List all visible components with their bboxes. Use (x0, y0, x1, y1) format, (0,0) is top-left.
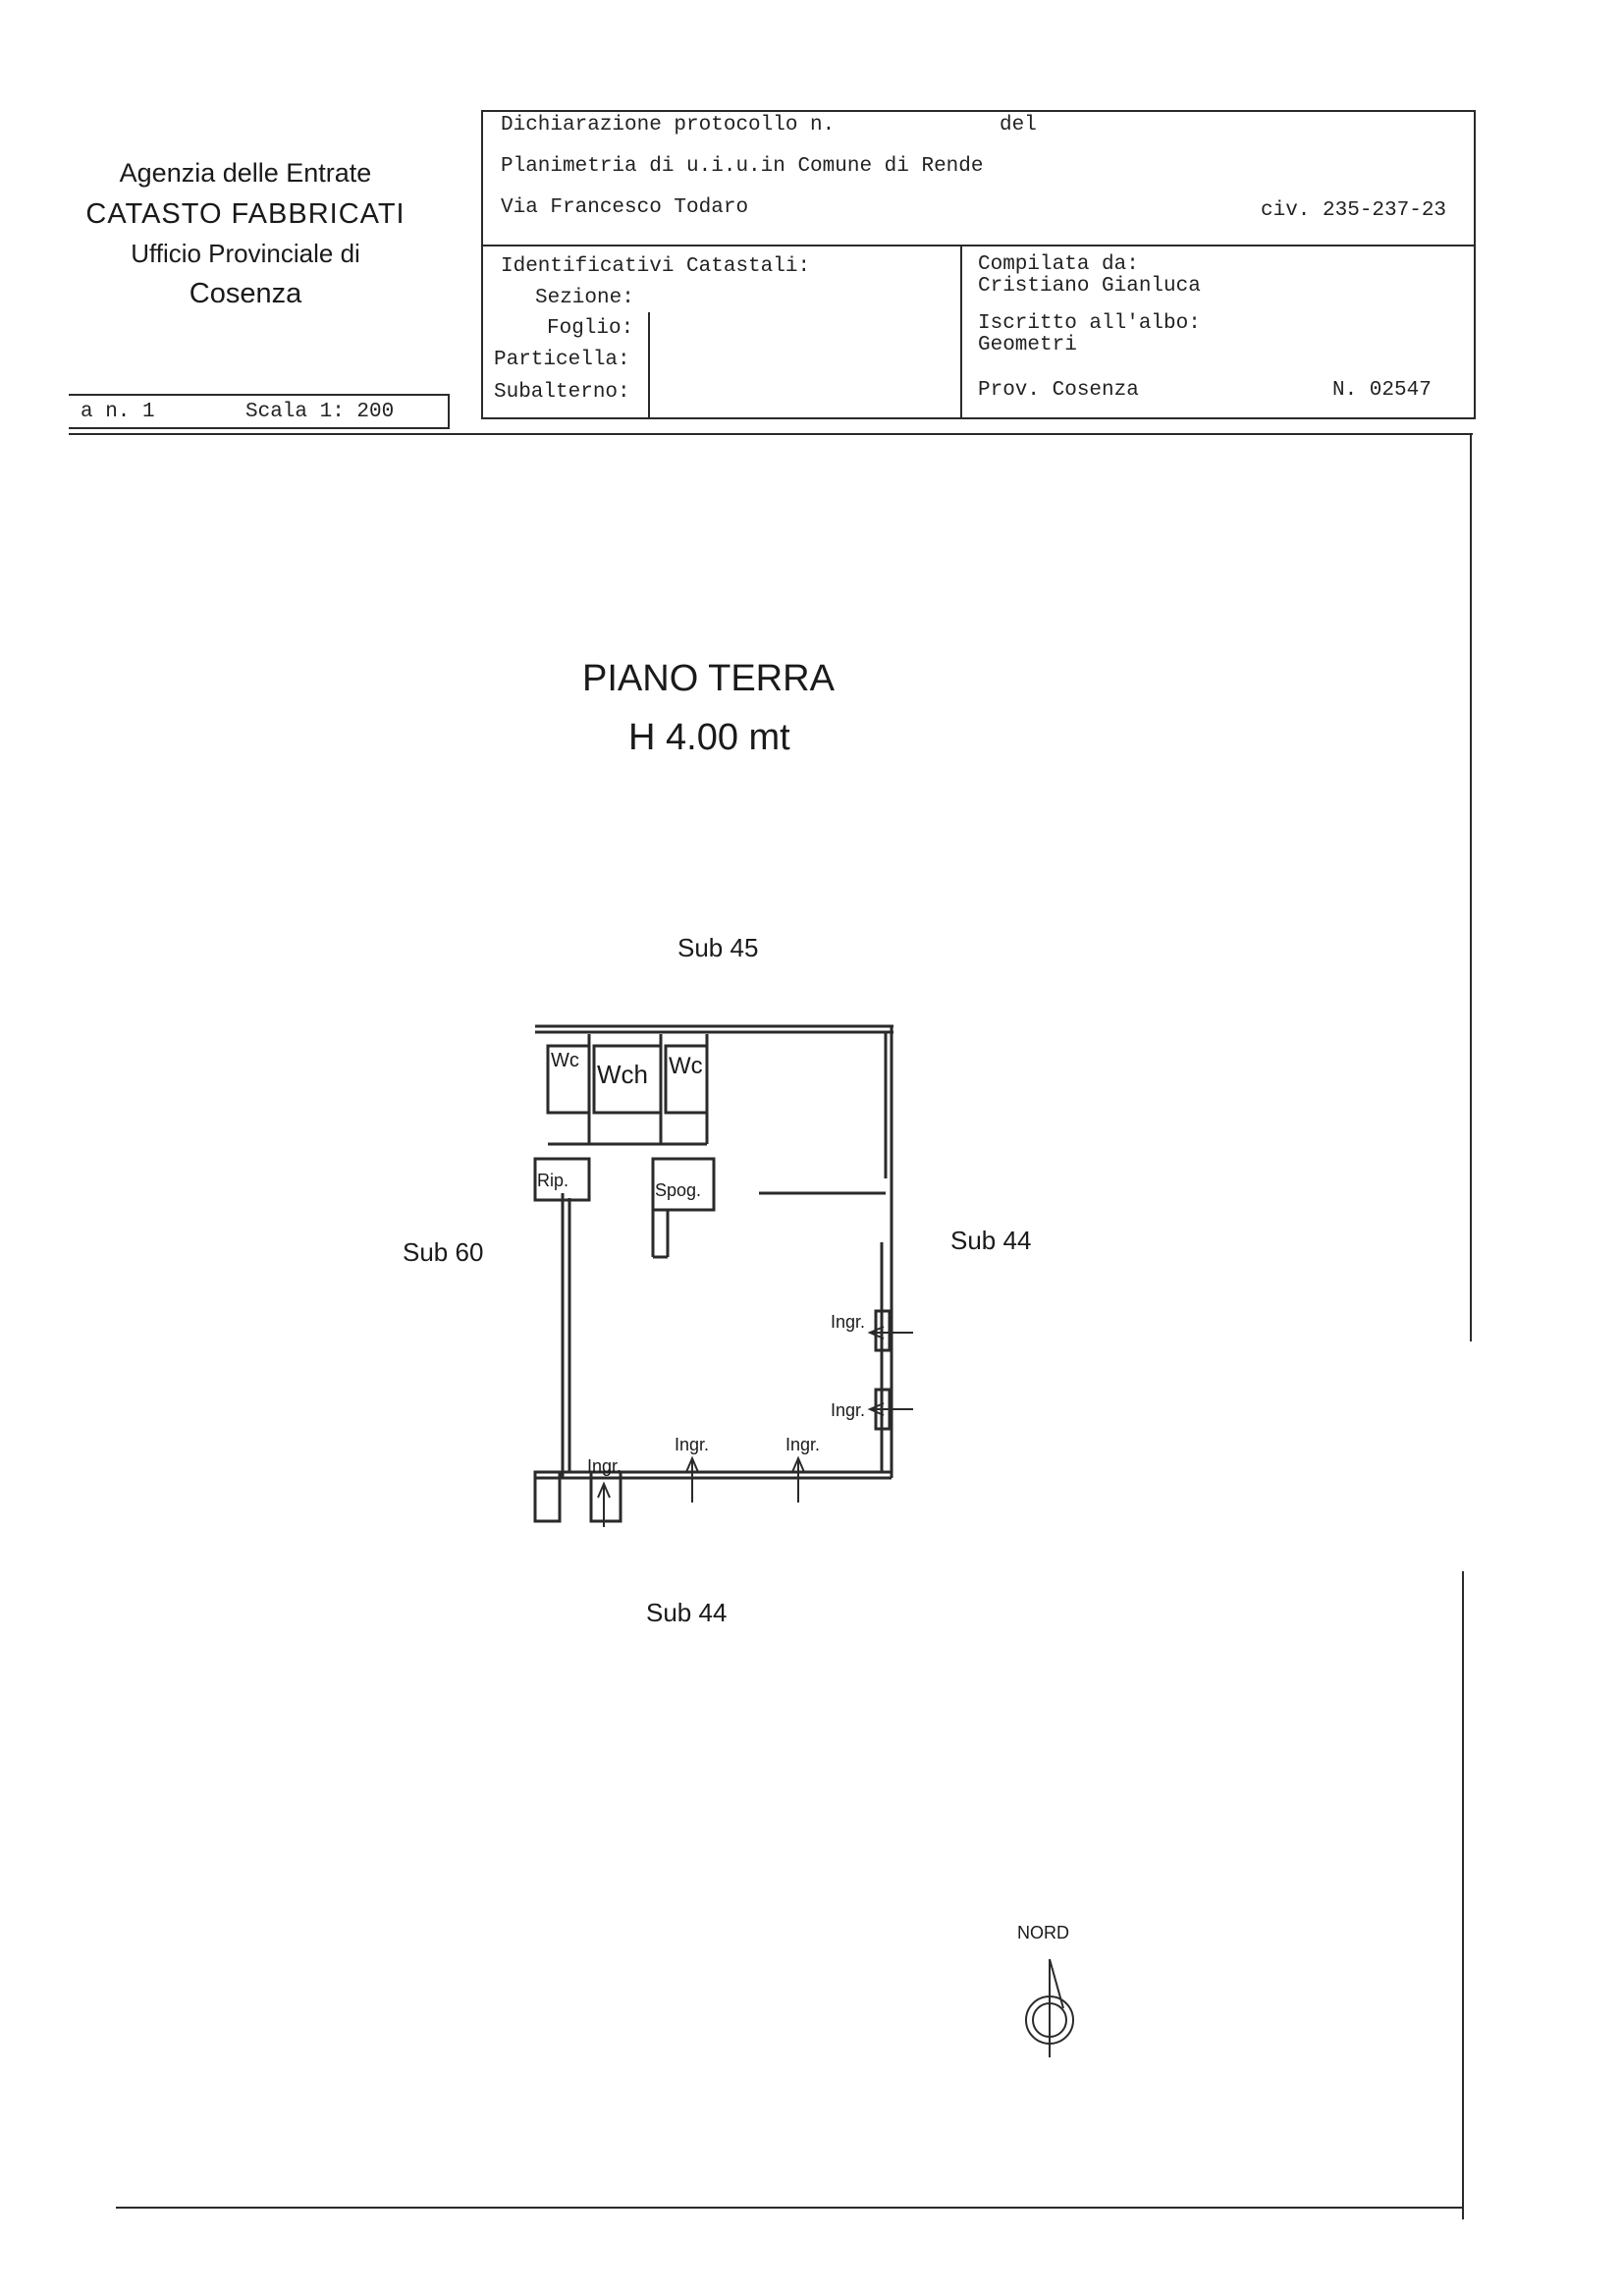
plan-height: H 4.00 mt (628, 717, 790, 758)
compiled-by-name: Cristiano Gianluca (978, 275, 1201, 298)
room-label-rip: Rip. (537, 1171, 569, 1190)
planimetry-label: Planimetria di u.i.u.in Comune di Rende (501, 155, 984, 178)
declaration-del: del (1000, 114, 1037, 137)
room-label-wc-left: Wc (551, 1050, 579, 1071)
entrance-label-2: Ingr. (675, 1435, 710, 1454)
register-number: N. 02547 (1332, 379, 1432, 402)
neighbor-left-label: Sub 60 (403, 1237, 484, 1267)
north-label: NORD (1017, 1923, 1069, 1942)
north-arrow-icon (1016, 1954, 1085, 2062)
sezione-label: Sezione: (535, 287, 634, 309)
foglio-label: Foglio: (547, 317, 634, 340)
address-label: Via Francesco Todaro (501, 196, 749, 219)
room-label-spog: Spog. (655, 1180, 702, 1200)
frame-right-edge-upper (1470, 433, 1472, 1341)
frame-top-edge (69, 433, 1473, 435)
room-label-wc-right: Wc (669, 1053, 703, 1079)
plan-title: PIANO TERRA (582, 658, 835, 699)
frame-bottom-edge (116, 2207, 1463, 2209)
identifiers-divider (648, 312, 650, 418)
agency-name (69, 160, 422, 187)
register-label: Iscritto all'albo: (978, 312, 1201, 335)
declaration-label: Dichiarazione protocollo n. (501, 114, 836, 137)
floor-plan (520, 1007, 933, 1542)
entrance-label-5: Ingr. (831, 1400, 866, 1420)
compiled-by-label: Compilata da: (978, 253, 1139, 276)
civic-number: civ. 235-237-23 (1261, 199, 1447, 222)
identifiers-title: Identificativi Catastali: (501, 255, 811, 278)
entrance-label-3: Ingr. (785, 1435, 821, 1454)
agency-city (69, 280, 422, 308)
particella-label: Particella: (494, 349, 630, 371)
agency-catasto (69, 200, 422, 229)
subalterno-label: Subalterno: (494, 381, 630, 404)
agency-line-2: CATASTO FABBRICATI (85, 198, 406, 230)
sheet-number: a n. 1 (81, 401, 155, 423)
province-label: Prov. Cosenza (978, 379, 1139, 402)
entrance-label-4: Ingr. (831, 1312, 866, 1332)
agency-line-3: Ufficio Provinciale di (131, 239, 360, 268)
entrance-label-1: Ingr. (587, 1456, 622, 1476)
neighbor-bottom-label: Sub 44 (646, 1598, 728, 1627)
agency-office (69, 241, 422, 266)
register-value: Geometri (978, 334, 1077, 356)
frame-right-edge-lower (1462, 1571, 1464, 2219)
neighbor-top-label: Sub 45 (677, 933, 759, 962)
agency-line-1: Agenzia delle Entrate (119, 158, 372, 188)
agency-line-4: Cosenza (189, 278, 302, 309)
scale-label: Scala 1: 200 (245, 401, 395, 423)
neighbor-right-label: Sub 44 (950, 1226, 1032, 1255)
room-label-wch: Wch (597, 1060, 648, 1089)
